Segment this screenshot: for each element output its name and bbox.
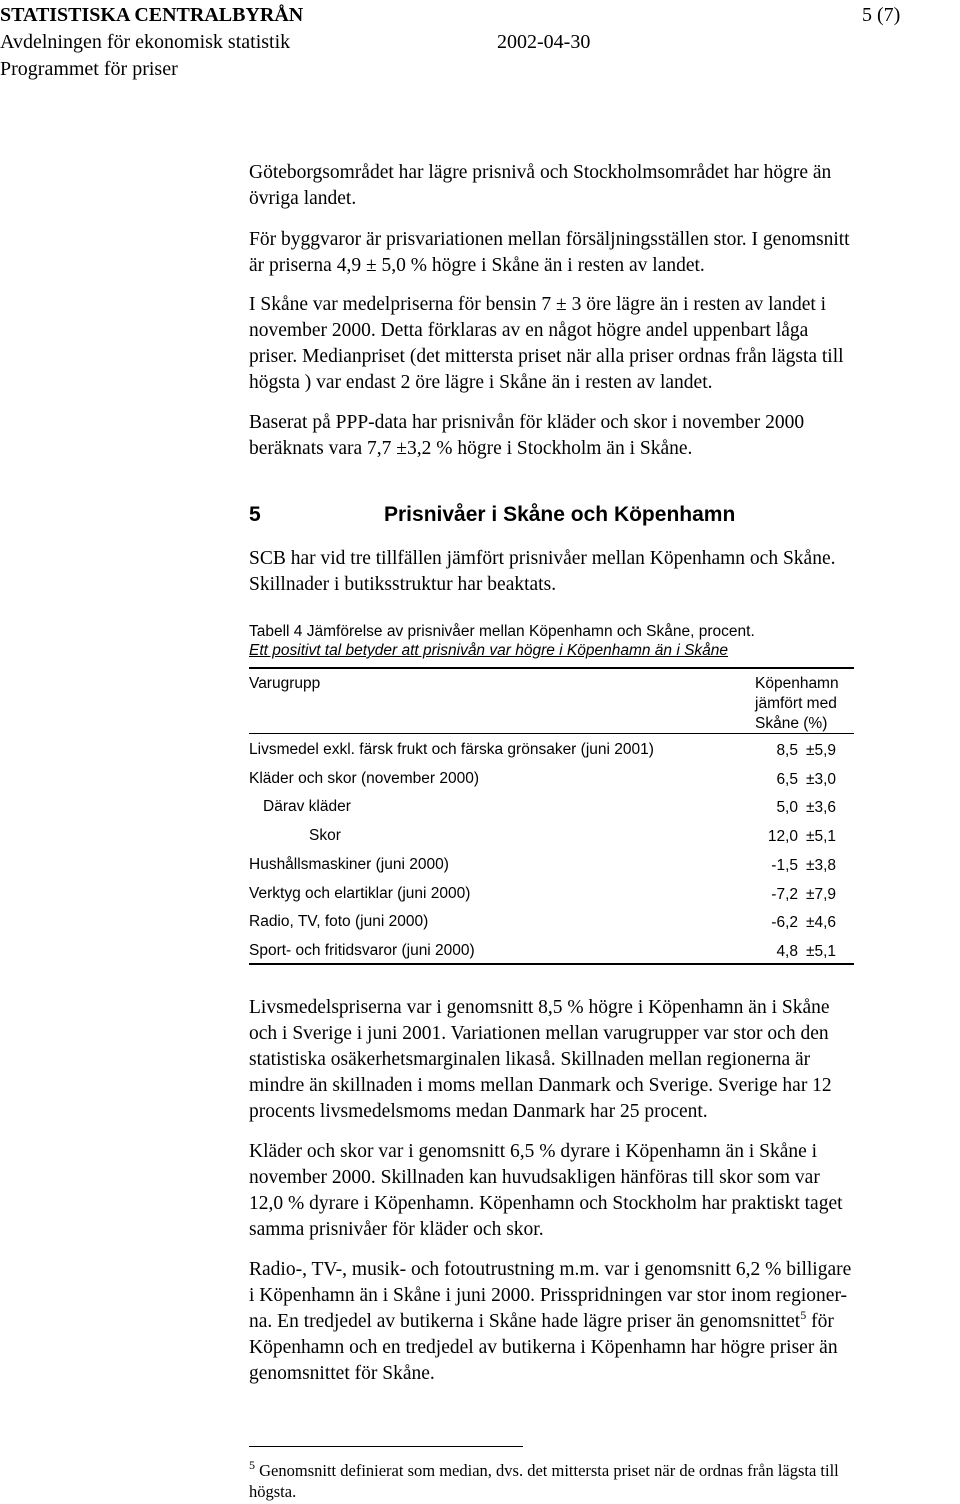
table-row-value: -1,5 bbox=[771, 857, 798, 874]
table-row-margin: ±3,8 bbox=[806, 857, 837, 874]
table-row-margin: ±3,6 bbox=[806, 799, 837, 816]
text-line: statistiska osäkerhetsmarginalen likaså. Skillnaden mellan regionerna är bbox=[249, 1049, 811, 1070]
column-header-line: jämfört med bbox=[755, 695, 837, 712]
table-row-value: 8,5 bbox=[776, 742, 798, 759]
text-fragment: na. En tredjedel av butikerna i Skåne hade lägre priser än genomsnittet bbox=[249, 1311, 801, 1332]
intro-paragraph-4 bbox=[249, 410, 960, 462]
table-top-rule bbox=[249, 667, 854, 669]
footnote-text: Genomsnitt definierat som median, dvs. det mittersta priset när de ordnas från lägsta till bbox=[255, 1461, 839, 1480]
table-row-label: Verktyg och elartiklar (juni 2000) bbox=[249, 885, 471, 902]
text-line: samma prisnivåer för kläder och skor. bbox=[249, 1219, 544, 1240]
table-row-margin: ±5,1 bbox=[806, 943, 837, 960]
text-line: Baserat på PPP-data har prisnivån för kläder och skor i november 2000 bbox=[249, 412, 805, 433]
text-line: Skillnader i butiksstruktur har beaktats. bbox=[249, 574, 557, 595]
table-row-margin: ±7,9 bbox=[806, 886, 837, 903]
table-row-label: Livsmedel exkl. färsk frukt och färska grönsaker (juni 2001) bbox=[249, 741, 654, 758]
section-title: Prisnivåer i Skåne och Köpenhamn bbox=[384, 503, 736, 526]
text-line: november 2000. Skillnaden kan huvudsakligen hänföras till skor som var bbox=[249, 1167, 820, 1188]
text-line: För byggvaror är prisvariationen mellan försäljningsställen stor. I genomsnitt bbox=[249, 229, 850, 250]
table-row-value: 6,5 bbox=[776, 771, 798, 788]
org-name: STATISTISKA CENTRALBYRÅN bbox=[0, 4, 304, 26]
column-header-line: Skåne (%) bbox=[755, 715, 828, 732]
paragraph-livsmedel bbox=[249, 995, 960, 1125]
paragraph-radio bbox=[249, 1257, 960, 1387]
intro-paragraph-2 bbox=[249, 227, 960, 279]
column-header-value bbox=[755, 674, 839, 734]
programme: Programmet för priser bbox=[0, 58, 178, 80]
table-row-margin: ±3,0 bbox=[806, 771, 837, 788]
text-line: och i Sverige i juni 2001. Variationen mellan varugrupper var stor och den bbox=[249, 1023, 829, 1044]
table-row-label: Hushållsmaskiner (juni 2000) bbox=[249, 856, 449, 873]
text-line: genomsnittet för Skåne. bbox=[249, 1363, 435, 1384]
table-row-value: 12,0 bbox=[767, 828, 798, 845]
table-row-label: Sport- och fritidsvaror (juni 2000) bbox=[249, 942, 475, 959]
text-line: Köpenhamn och en tredjedel av butikerna i Köpenhamn har högre priser än bbox=[249, 1337, 838, 1358]
footnote bbox=[249, 1457, 839, 1502]
intro-paragraph-1 bbox=[249, 160, 960, 212]
text-line: SCB har vid tre tillfällen jämfört prisnivåer mellan Köpenhamn och Skåne. bbox=[249, 548, 836, 569]
text-line: högsta ) var endast 2 öre lägre i Skåne än i resten av landet. bbox=[249, 372, 713, 393]
text-line: priser. Medianpriset (det mittersta priset när alla priser ordnas från lägsta till bbox=[249, 346, 844, 367]
text-line: mindre än skillnaden i moms mellan Danmark och Sverige. Sverige har 12 bbox=[249, 1075, 832, 1096]
page-number: 5 (7) bbox=[862, 4, 901, 26]
intro-paragraph-3 bbox=[249, 292, 960, 396]
table-row-label: Radio, TV, foto (juni 2000) bbox=[249, 913, 429, 930]
footnote-line bbox=[249, 1457, 839, 1481]
column-header-line: Köpenhamn bbox=[755, 675, 839, 692]
table-subcaption: Ett positivt tal betyder att prisnivån var högre i Köpenhamn än i Skåne bbox=[249, 642, 729, 659]
table-row-value: 5,0 bbox=[776, 799, 798, 816]
text-line: Radio-, TV-, musik- och fotoutrustning m.m. var i genomsnitt 6,2 % billigare bbox=[249, 1259, 852, 1280]
table-row-value: -7,2 bbox=[771, 886, 798, 903]
footnote-number: 5 bbox=[249, 1457, 255, 1472]
text-line: Göteborgsområdet har lägre prisnivå och Stockholmsområdet har högre än bbox=[249, 162, 832, 183]
table-row-value: -6,2 bbox=[771, 914, 798, 931]
text-line: procents livsmedelsmoms medan Danmark har 25 procent. bbox=[249, 1101, 708, 1122]
text-line: I Skåne var medelpriserna för bensin 7 ± 3 öre lägre än i resten av landet i bbox=[249, 294, 827, 315]
section-number: 5 bbox=[249, 503, 261, 526]
footnote-reference[interactable]: 5 bbox=[800, 1307, 807, 1322]
text-line: i Köpenhamn än i Skåne i juni 2000. Prisspridningen var stor inom regioner- bbox=[249, 1285, 848, 1306]
table-row-label: Därav kläder bbox=[263, 798, 351, 815]
text-line: övriga landet. bbox=[249, 188, 357, 209]
department: Avdelningen för ekonomisk statistik bbox=[0, 31, 291, 53]
table-row-value: 4,8 bbox=[776, 943, 798, 960]
text-line: Kläder och skor var i genomsnitt 6,5 % dyrare i Köpenhamn än i Skåne i bbox=[249, 1141, 818, 1162]
paragraph-klader bbox=[249, 1139, 960, 1243]
table-row-margin: ±4,6 bbox=[806, 914, 837, 931]
section-intro bbox=[249, 546, 960, 598]
text-line: 12,0 % dyrare i Köpenhamn. Köpenhamn och Stockholm har praktiskt taget bbox=[249, 1193, 843, 1214]
table-row-margin: ±5,1 bbox=[806, 828, 837, 845]
text-fragment: för bbox=[806, 1311, 834, 1332]
table-row-margin: ±5,9 bbox=[806, 742, 837, 759]
text-line: är priserna 4,9 ± 5,0 % högre i Skåne än i resten av landet. bbox=[249, 255, 705, 276]
text-line bbox=[249, 1309, 960, 1335]
table-row-label: Skor bbox=[309, 827, 341, 844]
table-bottom-rule bbox=[249, 963, 854, 965]
text-line: november 2000. Detta förklaras av en något högre andel uppenbart låga bbox=[249, 320, 809, 341]
column-header-group: Varugrupp bbox=[249, 675, 321, 692]
table-header-rule bbox=[249, 733, 854, 734]
footnote-rule bbox=[249, 1446, 523, 1447]
text-line: Livsmedelspriserna var i genomsnitt 8,5 % högre i Köpenhamn än i Skåne bbox=[249, 997, 830, 1018]
report-date: 2002-04-30 bbox=[497, 31, 591, 53]
table-row-label: Kläder och skor (november 2000) bbox=[249, 770, 480, 787]
text-line: beräknats vara 7,7 ±3,2 % högre i Stockholm än i Skåne. bbox=[249, 438, 693, 459]
table-caption: Tabell 4 Jämförelse av prisnivåer mellan Köpenhamn och Skåne, procent. bbox=[249, 623, 755, 640]
footnote-line: högsta. bbox=[249, 1482, 297, 1501]
